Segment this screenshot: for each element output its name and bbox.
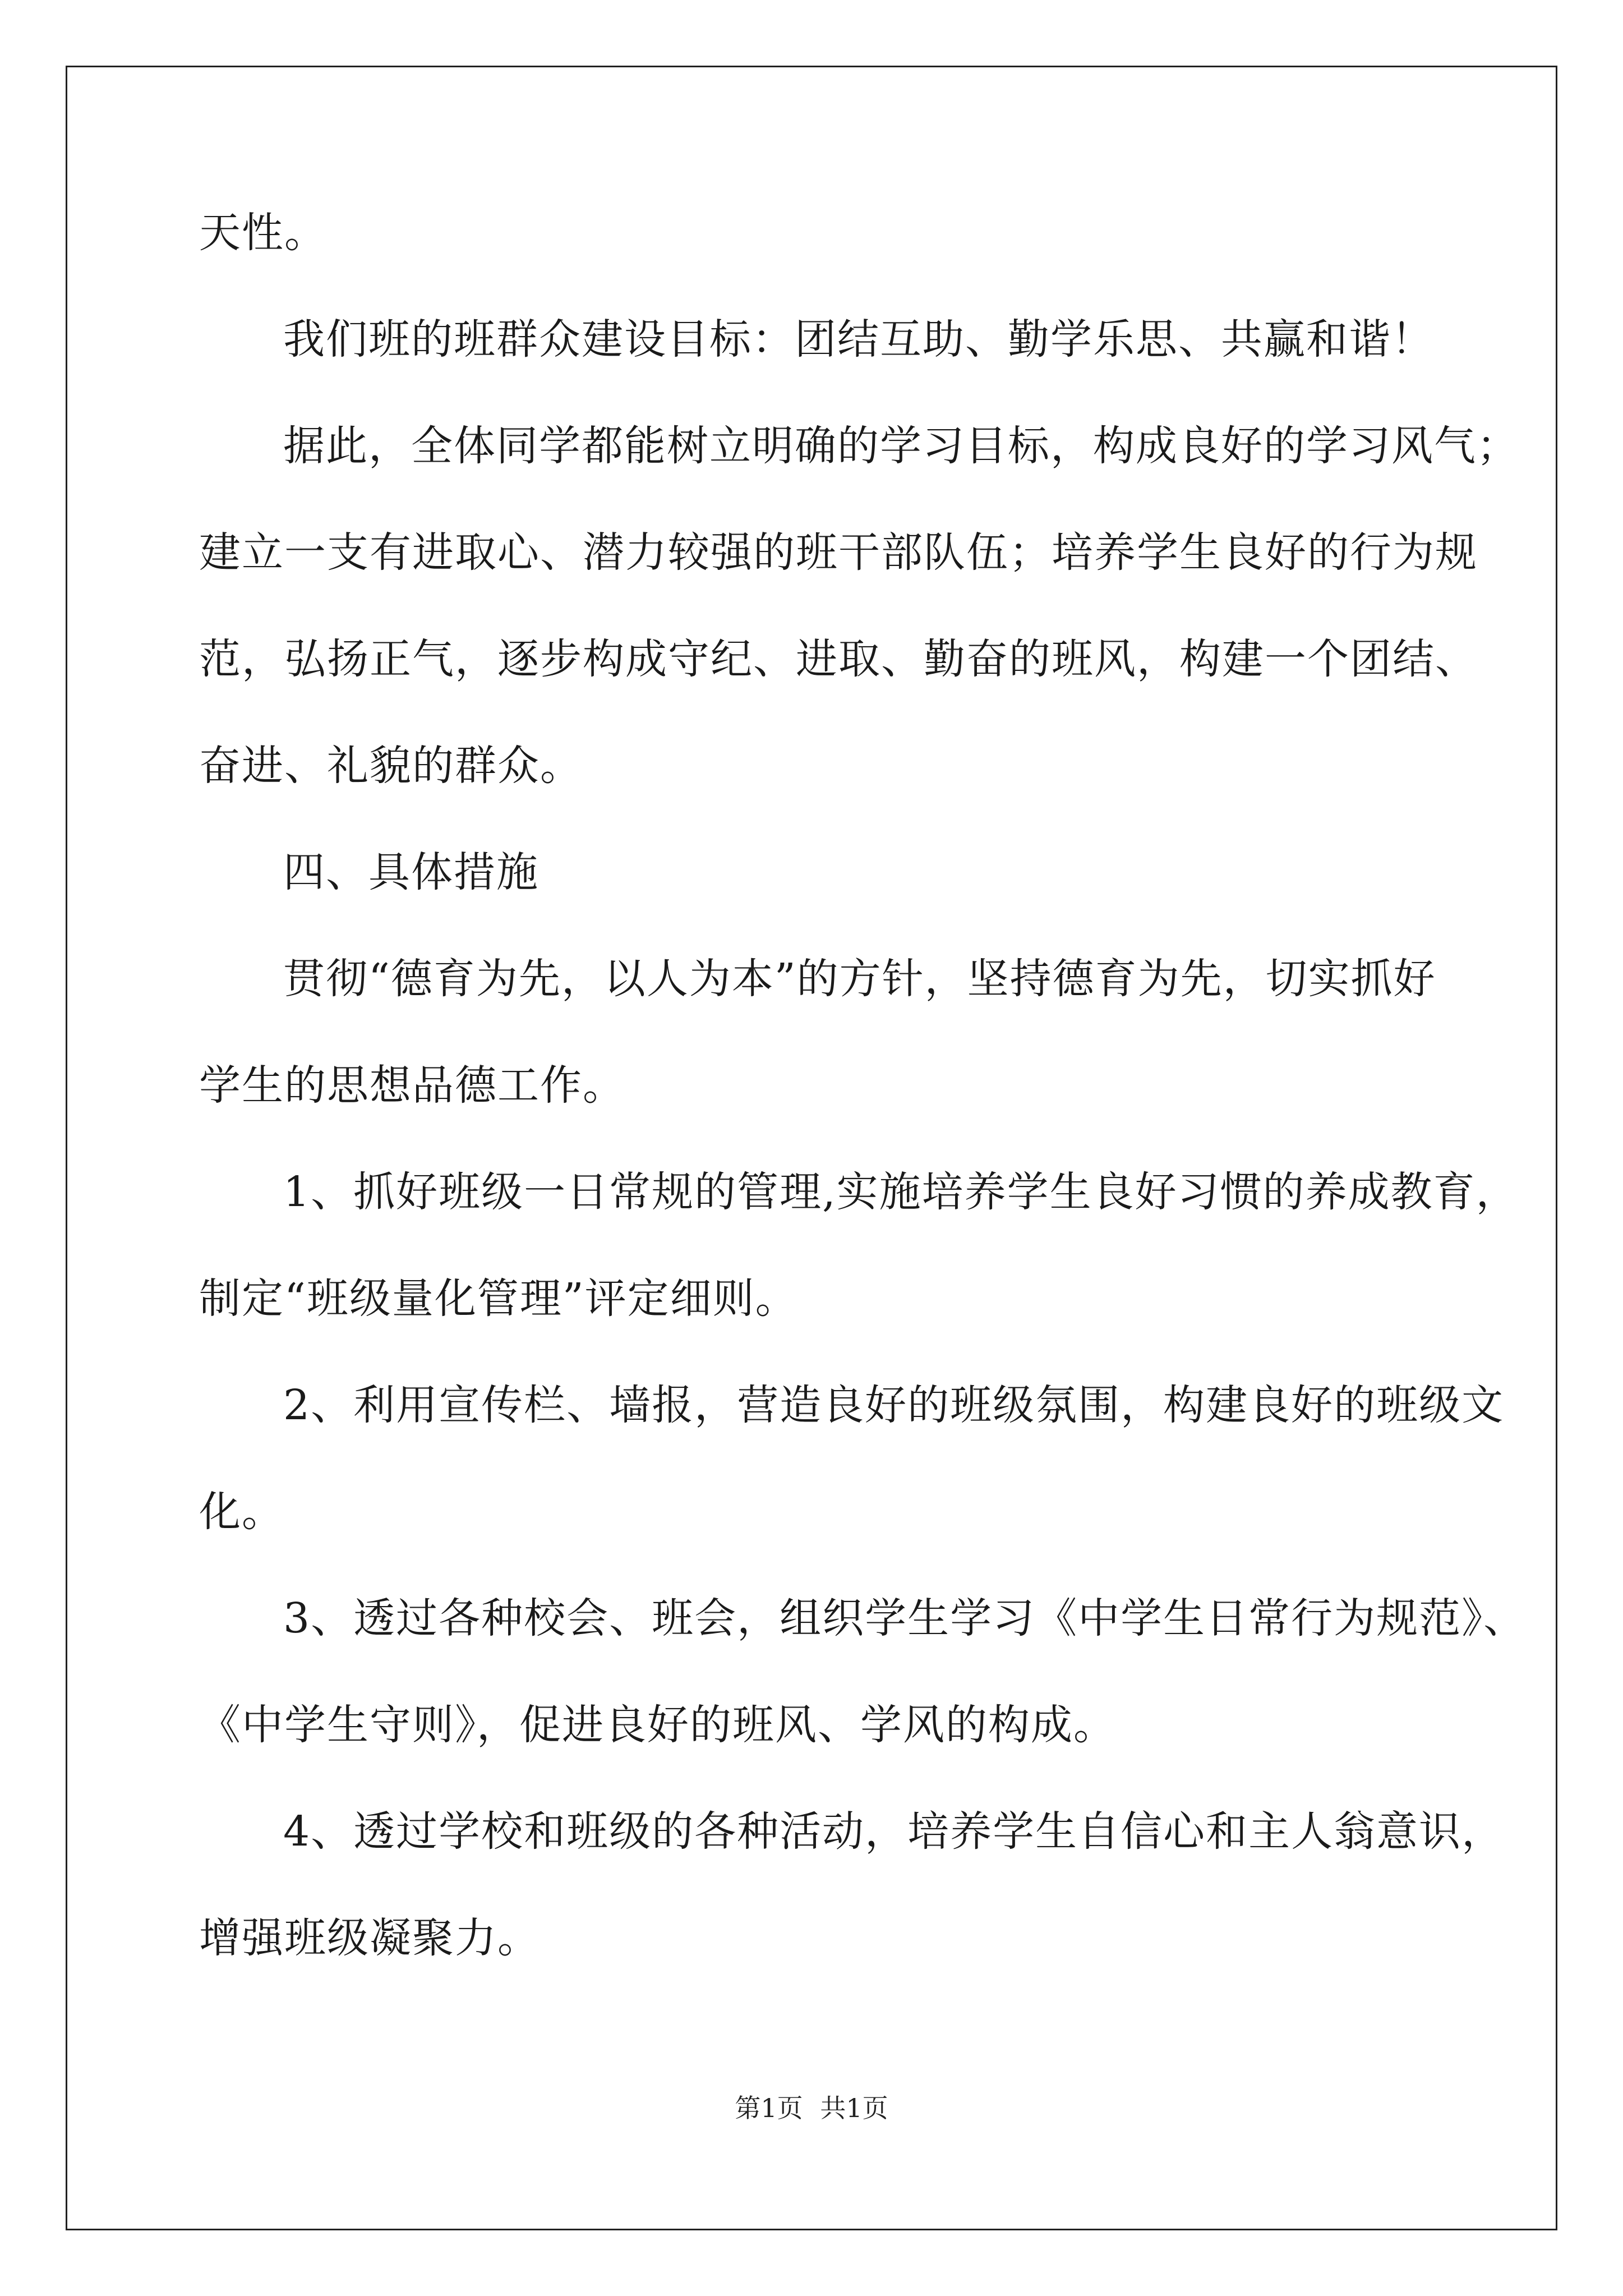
page-total: 共1页 <box>820 2093 888 2123</box>
section-heading: 四、具体措施 <box>283 848 539 896</box>
text-line: 增强班级凝聚力。 <box>199 1914 540 1962</box>
text-line: 化。 <box>199 1488 284 1536</box>
text-line: 学生的思想品德工作。 <box>199 1061 625 1110</box>
text-line: 2、利用宣传栏、墙报，营造良好的班级氛围，构建良好的班级文 <box>283 1381 1505 1429</box>
text-line: 奋进、礼貌的群众。 <box>199 742 583 790</box>
text-line: 1、抓好班级一日常规的管理,实施培养学生良好习惯的养成教育， <box>283 1168 1519 1216</box>
text-line: 3、透过各种校会、班会，组织学生学习《中学生日常行为规范》、 <box>283 1594 1527 1642</box>
text-line: 贯彻“德育为先，以人为本”的方针，坚持德育为先，切实抓好 <box>283 955 1436 1003</box>
text-line: 据此，全体同学都能树立明确的学习目标，构成良好的学习风气； <box>283 422 1519 470</box>
page-number: 第1页 <box>735 2093 803 2123</box>
text-line: 制定“班级量化管理”评定细则。 <box>199 1274 798 1323</box>
text-line: 4、透过学校和班级的各种活动，培养学生自信心和主人翁意识， <box>283 1807 1505 1856</box>
text-line: 我们班的班群众建设目标：团结互助、勤学乐思、共赢和谐！ <box>283 315 1434 364</box>
text-line: 范，弘扬正气，逐步构成守纪、进取、勤奋的班风，构建一个团结、 <box>199 635 1478 683</box>
text-line: 天性。 <box>199 209 327 257</box>
page-footer <box>0 2091 1623 2125</box>
text-line: 《中学生守则》，促进良好的班风、学风的构成。 <box>199 1701 1116 1749</box>
text-line: 建立一支有进取心、潜力较强的班干部队伍；培养学生良好的行为规 <box>199 528 1478 577</box>
page-border <box>66 66 1557 2230</box>
